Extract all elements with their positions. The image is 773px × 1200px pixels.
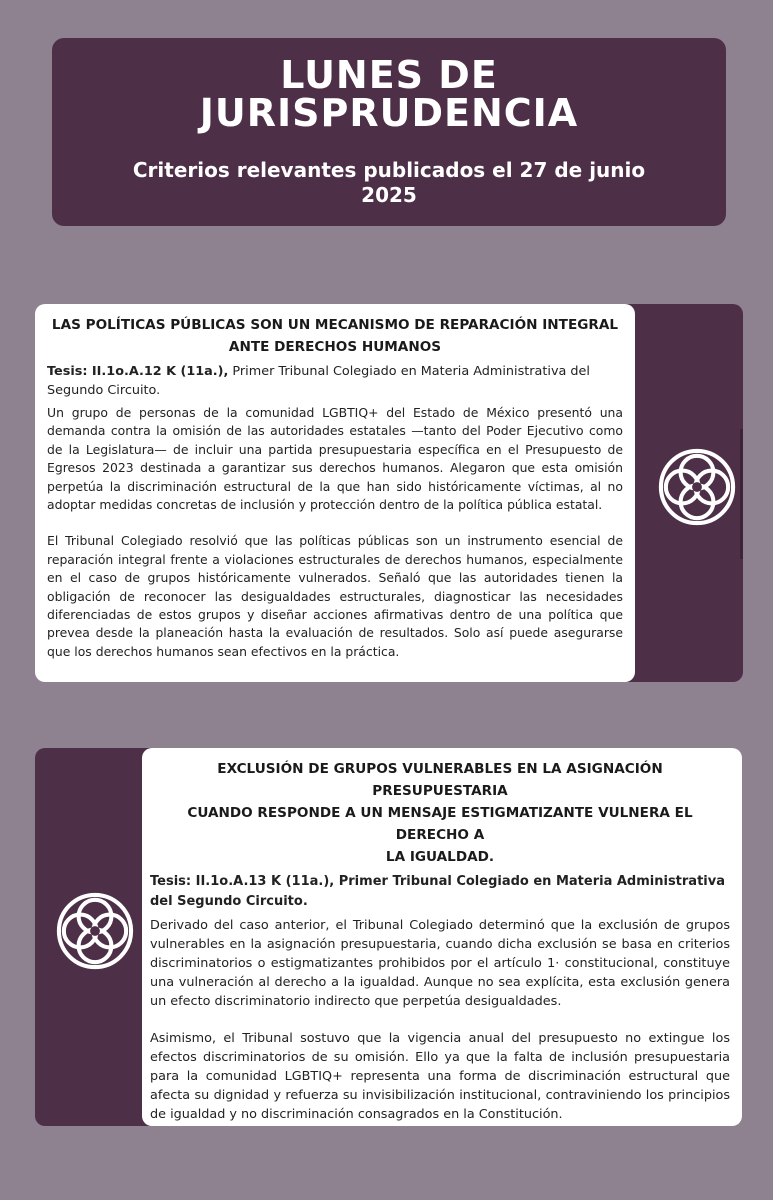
subtitle-line-1: Criterios relevantes publicados el 27 de junio — [132, 158, 646, 182]
section2-heading-line-1: EXCLUSIÓN DE GRUPOS VULNERABLES EN LA ASIGNACIÓN PRESUPUESTARIA — [217, 761, 663, 799]
section1-tesis — [47, 362, 623, 400]
section2-heading-line-3: LA IGUALDAD. — [385, 849, 495, 865]
subtitle-line-2: 2025 — [361, 183, 417, 207]
section2-paragraph-1: Derivado del caso anterior, el Tribunal Colegiado determinó que la exclusión de grupos vulnerables en la asignación presupuestaria, cuando dicha exclusión se basa en criterios discriminatorios o estigmatizantes prohibidos por el artículo 1· constitucional, constituye una vulneración al derecho a la igualdad. Aunque no sea explícita, esta exclusión genera un efecto discriminatorio indirecto que perpetúa desigualdades. — [150, 918, 730, 1009]
subtitle — [52, 158, 726, 208]
title-line-1: LUNES DE — [280, 53, 498, 97]
section1-heading — [47, 314, 623, 358]
page-title — [52, 38, 726, 135]
header-banner — [52, 38, 726, 226]
section2-paragraph-2: Asimismo, el Tribunal sostuvo que la vigencia anual del presupuesto no extingue los efectos discriminatorios de su omisión. Ello ya que la falta de inclusión presupuestaria para la comunidad LGBTIQ+ representa una forma de discriminación estructural que afecta su dignidad y refuerza su invisibilización institucional, contraviniendo los principios de igualdad y no discriminación consagrados en la Constitución. — [150, 1031, 730, 1122]
section2-tesis: Tesis: II.1o.A.13 K (11a.), Primer Tribunal Colegiado en Materia Administrativa del Segundo Circuito. — [150, 874, 725, 909]
section1-heading-line-2: ANTE DERECHOS HUMANOS — [228, 339, 442, 355]
section1-card — [35, 304, 635, 682]
section1-paragraph-1: Un grupo de personas de la comunidad LGBTIQ+ del Estado de México presentó una demanda contra la omisión de las autoridades estatales —tanto del Poder Ejecutivo como de la Legislatura— de incluir una partida presupuestaria específica en el Presupuesto de Egresos 2023 destinada a garantizar sus derechos humanos. Alegaron que esta omisión perpetúa la discriminación estructural de la que han sido históricamente víctimas, al no adoptar medidas concretas de inclusión y protección dentro de la política pública estatal. — [47, 405, 623, 513]
knot-emblem-icon — [656, 446, 738, 528]
section2-heading-line-2: CUANDO RESPONDE A UN MENSAJE ESTIGMATIZANTE VULNERA EL DERECHO A — [187, 805, 693, 843]
section1-paragraph-2: El Tribunal Colegiado resolvió que las políticas públicas son un instrumento esencial de reparación integral frente a violaciones estructurales de derechos humanos, especialmente en el caso de grupos históricamente vulnerados. Señaló que las autoridades tienen la obligación de reconocer las desigualdades estructurales, diagnosticar las necesidades diferenciadas de estos grupos y diseñar acciones afirmativas dentro de una política que prevea desde la planeación hasta la evaluación de resultados. Solo así puede asegurarse que los derechos humanos sean efectivos en la práctica. — [47, 533, 623, 659]
section1-tesis-court: Primer Tribunal Colegiado en Materia Administrativa del Segundo Circuito. — [47, 364, 590, 398]
knot-emblem-icon — [54, 890, 136, 972]
section2-heading — [150, 758, 730, 868]
title-line-2: JURISPRUDENCIA — [199, 91, 579, 135]
section2-card — [142, 748, 742, 1126]
section1-tesis-id: Tesis: II.1o.A.12 K (11a.), — [47, 364, 229, 379]
section1-heading-line-1: LAS POLÍTICAS PÚBLICAS SON UN MECANISMO DE REPARACIÓN INTEGRAL — [51, 317, 619, 333]
